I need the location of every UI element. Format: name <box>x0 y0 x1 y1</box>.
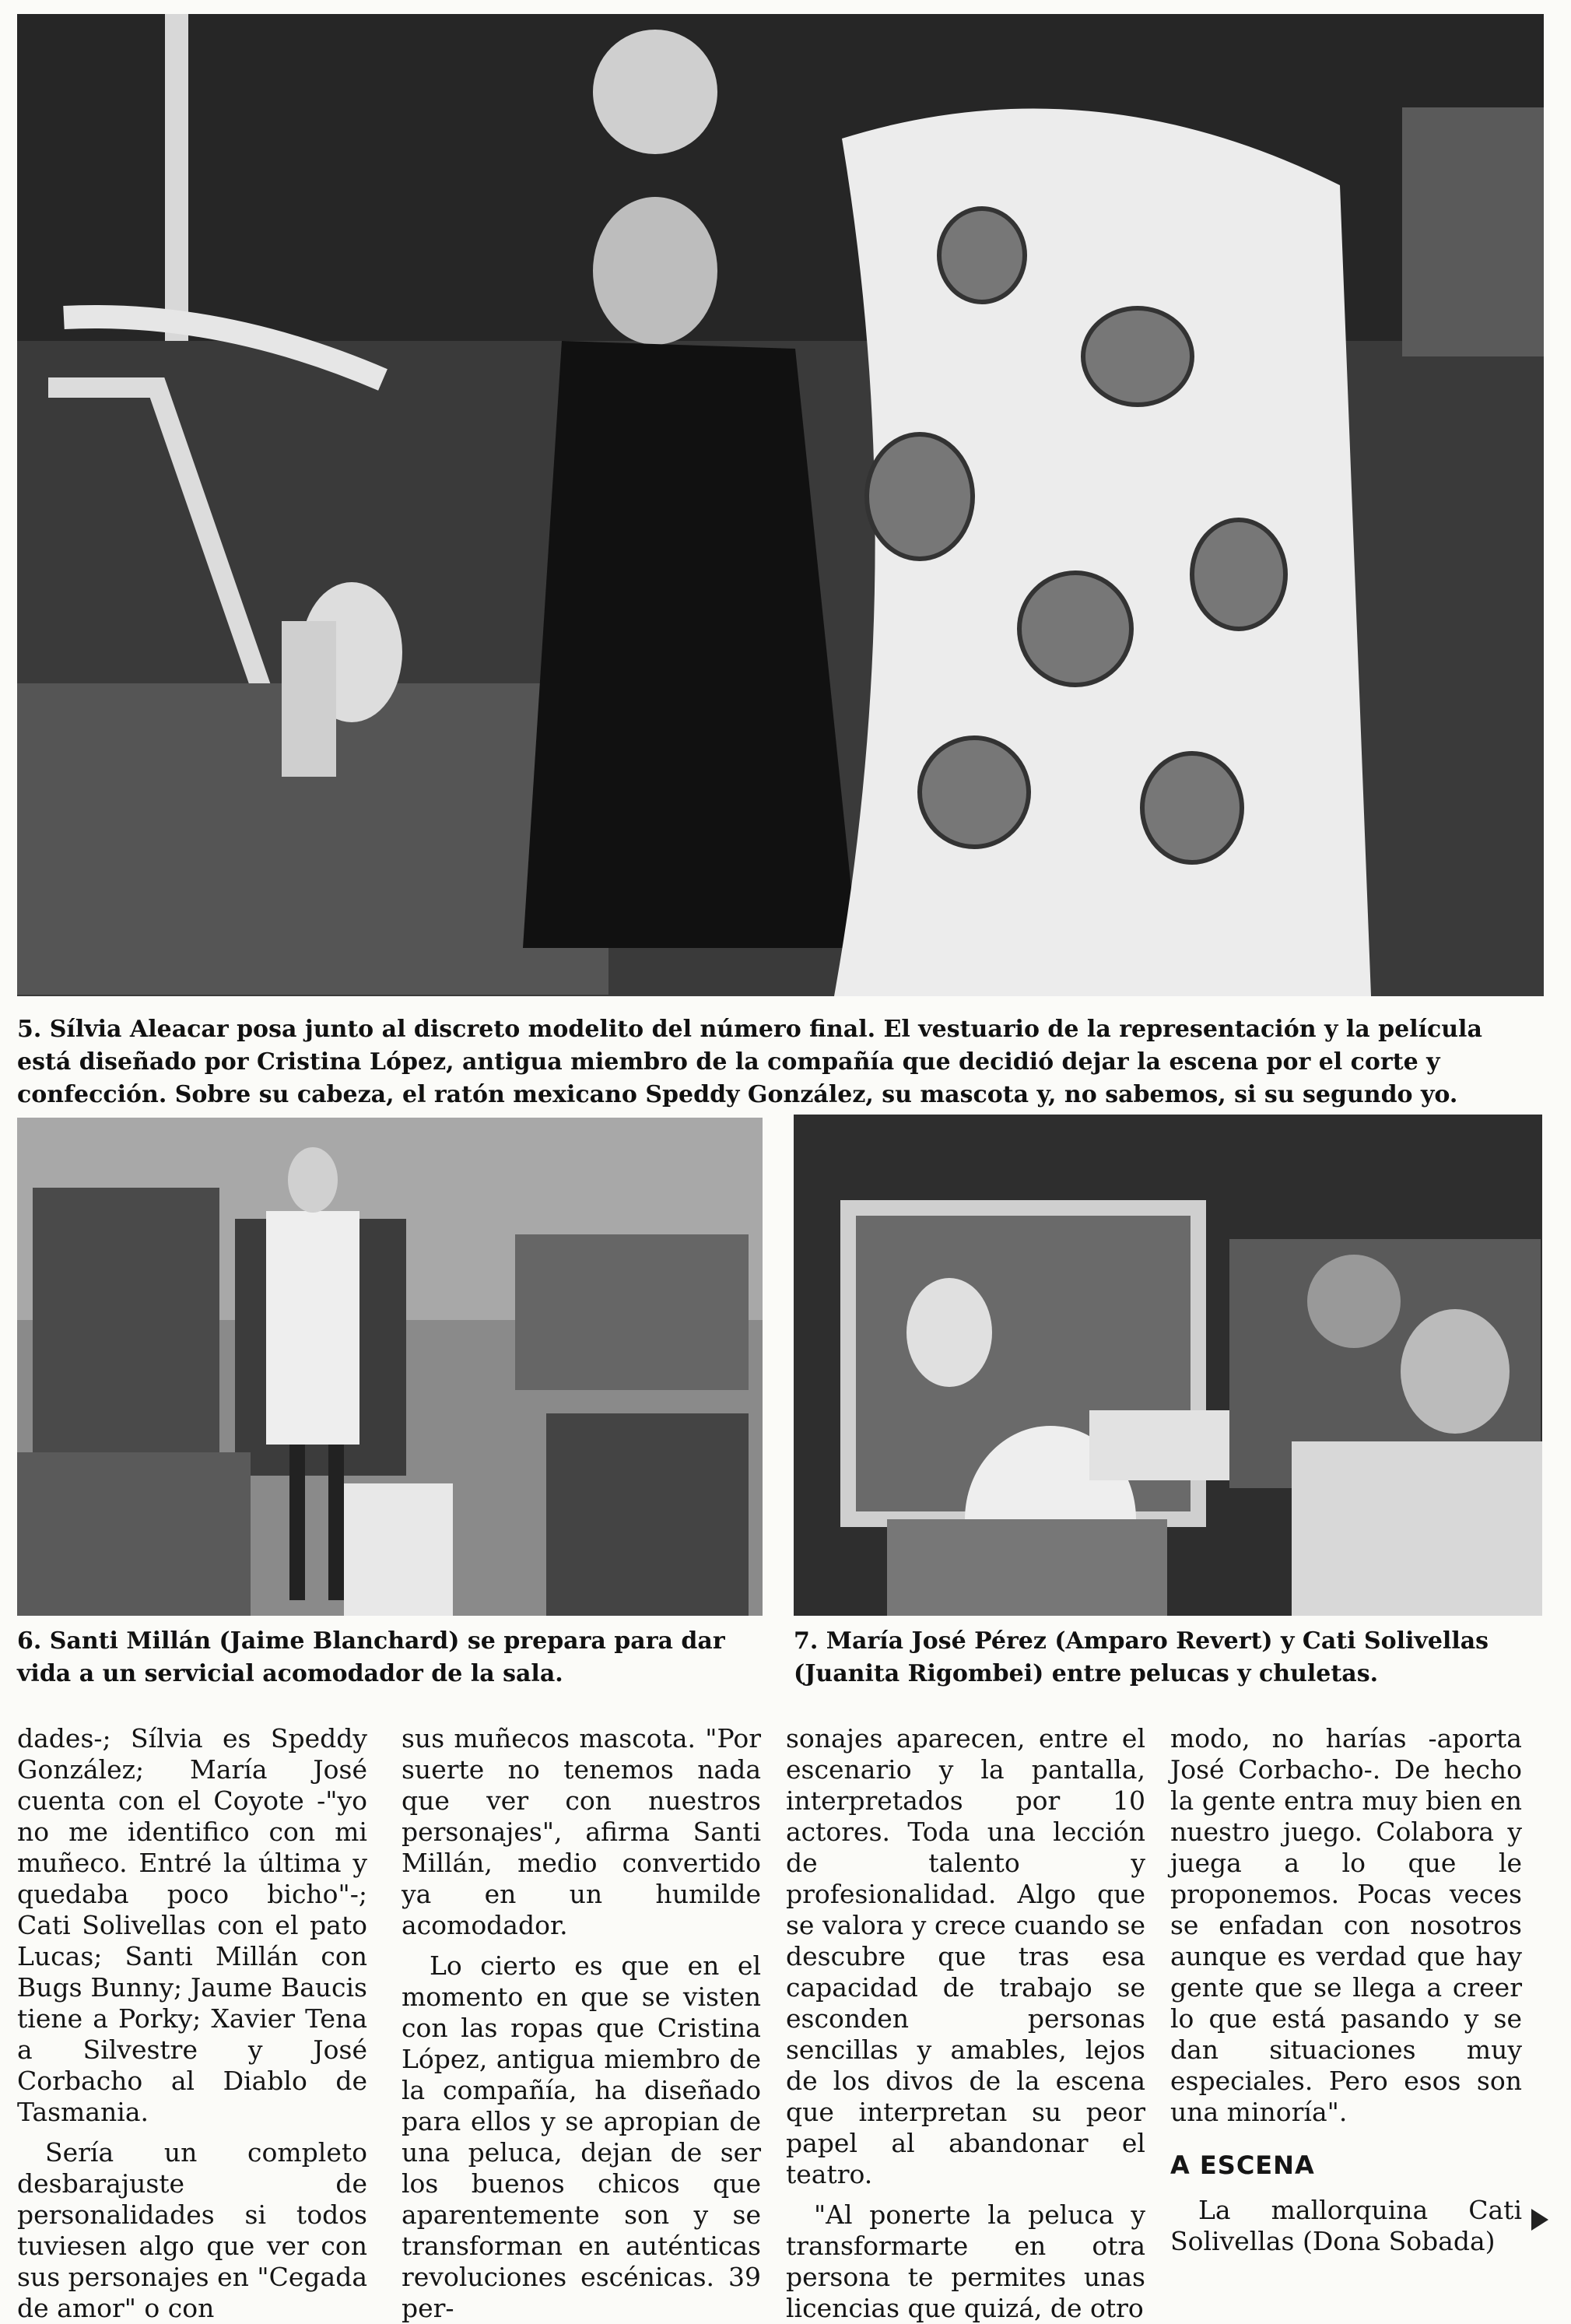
caption-photo-5: 5. Sílvia Aleacar posa junto al discreto modelito del número final. El vestuario de la representación y la película está diseñado por Cristina López, antigua miembro de la compañía que decidió dejar la escena por el corte y confección. Sobre su cabeza, el ratón mexicano Speddy González, su mascota y, no sabemos, si su segundo yo. <box>17 1016 1482 1108</box>
column-3-paragraph-2: "Al ponerte la peluca y transformarte en otra persona te permites unas licencias que quizá, de otro <box>786 2199 1145 2323</box>
photo-5-image <box>17 14 1544 996</box>
photo-7-image <box>794 1115 1542 1616</box>
continue-arrow-icon <box>1531 2209 1548 2231</box>
article-column-3 <box>786 1723 1145 2324</box>
photo-6-image <box>17 1118 763 1616</box>
column-3-paragraph-1: sonajes aparecen, entre el escenario y la pantalla, interpretados por 10 actores. Toda una lección de talento y profesionalidad. Algo que se valora y crece cuando se descubre que tras esa capacidad de trabajo se esconden personas sencillas y amables, lejos de los divos de la escena que interpretan su peor papel al abandonar el teatro. <box>786 1723 1145 2189</box>
caption-photo-6: 6. Santi Millán (Jaime Blanchard) se prepara para dar vida a un servicial acomodador de la sala. <box>17 1627 725 1687</box>
article-column-2 <box>402 1723 761 2324</box>
article-column-4 <box>1170 1723 1522 2257</box>
column-2-paragraph-2: Lo cierto es que en el momento en que se visten con las ropas que Cristina López, antigua miembro de la compañía, ha diseñado para ellos y se apropian de una peluca, dejan de ser los buenos chicos que aparentemente son y se transforman en auténticas revoluciones escénicas. 39 per- <box>402 1950 761 2323</box>
photo-5-dressing-room <box>17 14 1544 996</box>
column-2-paragraph-1: sus muñecos mascota. "Por suerte no tenemos nada que ver con nuestros personajes", afirma Santi Millán, medio convertido ya en un humilde acomodador. <box>402 1723 761 1940</box>
section-heading: A ESCENA <box>1170 2150 1315 2180</box>
photo-6-santi-millan <box>17 1118 763 1616</box>
column-1-paragraph-2: Sería un completo desbarajuste de personalidades si todos tuviesen algo que ver con sus personajes en "Cegada de amor" o con <box>17 2137 367 2323</box>
article-column-1 <box>17 1723 367 2324</box>
photo-7-maria-jose-cati <box>794 1115 1542 1616</box>
caption-photo-7: 7. María José Pérez (Amparo Revert) y Cati Solivellas (Juanita Rigombei) entre pelucas y chuletas. <box>794 1627 1489 1687</box>
column-4-paragraph-2: La mallorquina Cati Solivellas (Dona Sobada) <box>1170 2195 1522 2256</box>
column-4-paragraph-1: modo, no harías -aporta José Corbacho-. De hecho la gente entra muy bien en nuestro juego. Colabora y juega a lo que le proponemos. Pocas veces se enfadan con nosotros aunque es verdad que hay gente que se llega a creer lo que está pasando y se dan situaciones muy especiales. Pero esos son una minoría". <box>1170 1723 1522 2127</box>
column-1-paragraph-1: dades-; Sílvia es Speddy González; María José cuenta con el Coyote -"yo no me identifico con mi muñeco. Entré la última y quedaba poco bicho"-; Cati Solivellas con el pato Lucas; Santi Millán con Bugs Bunny; Jaume Baucis tiene a Porky; Xavier Tena a Silvestre y José Corbacho al Diablo de Tasmania. <box>17 1723 367 2127</box>
